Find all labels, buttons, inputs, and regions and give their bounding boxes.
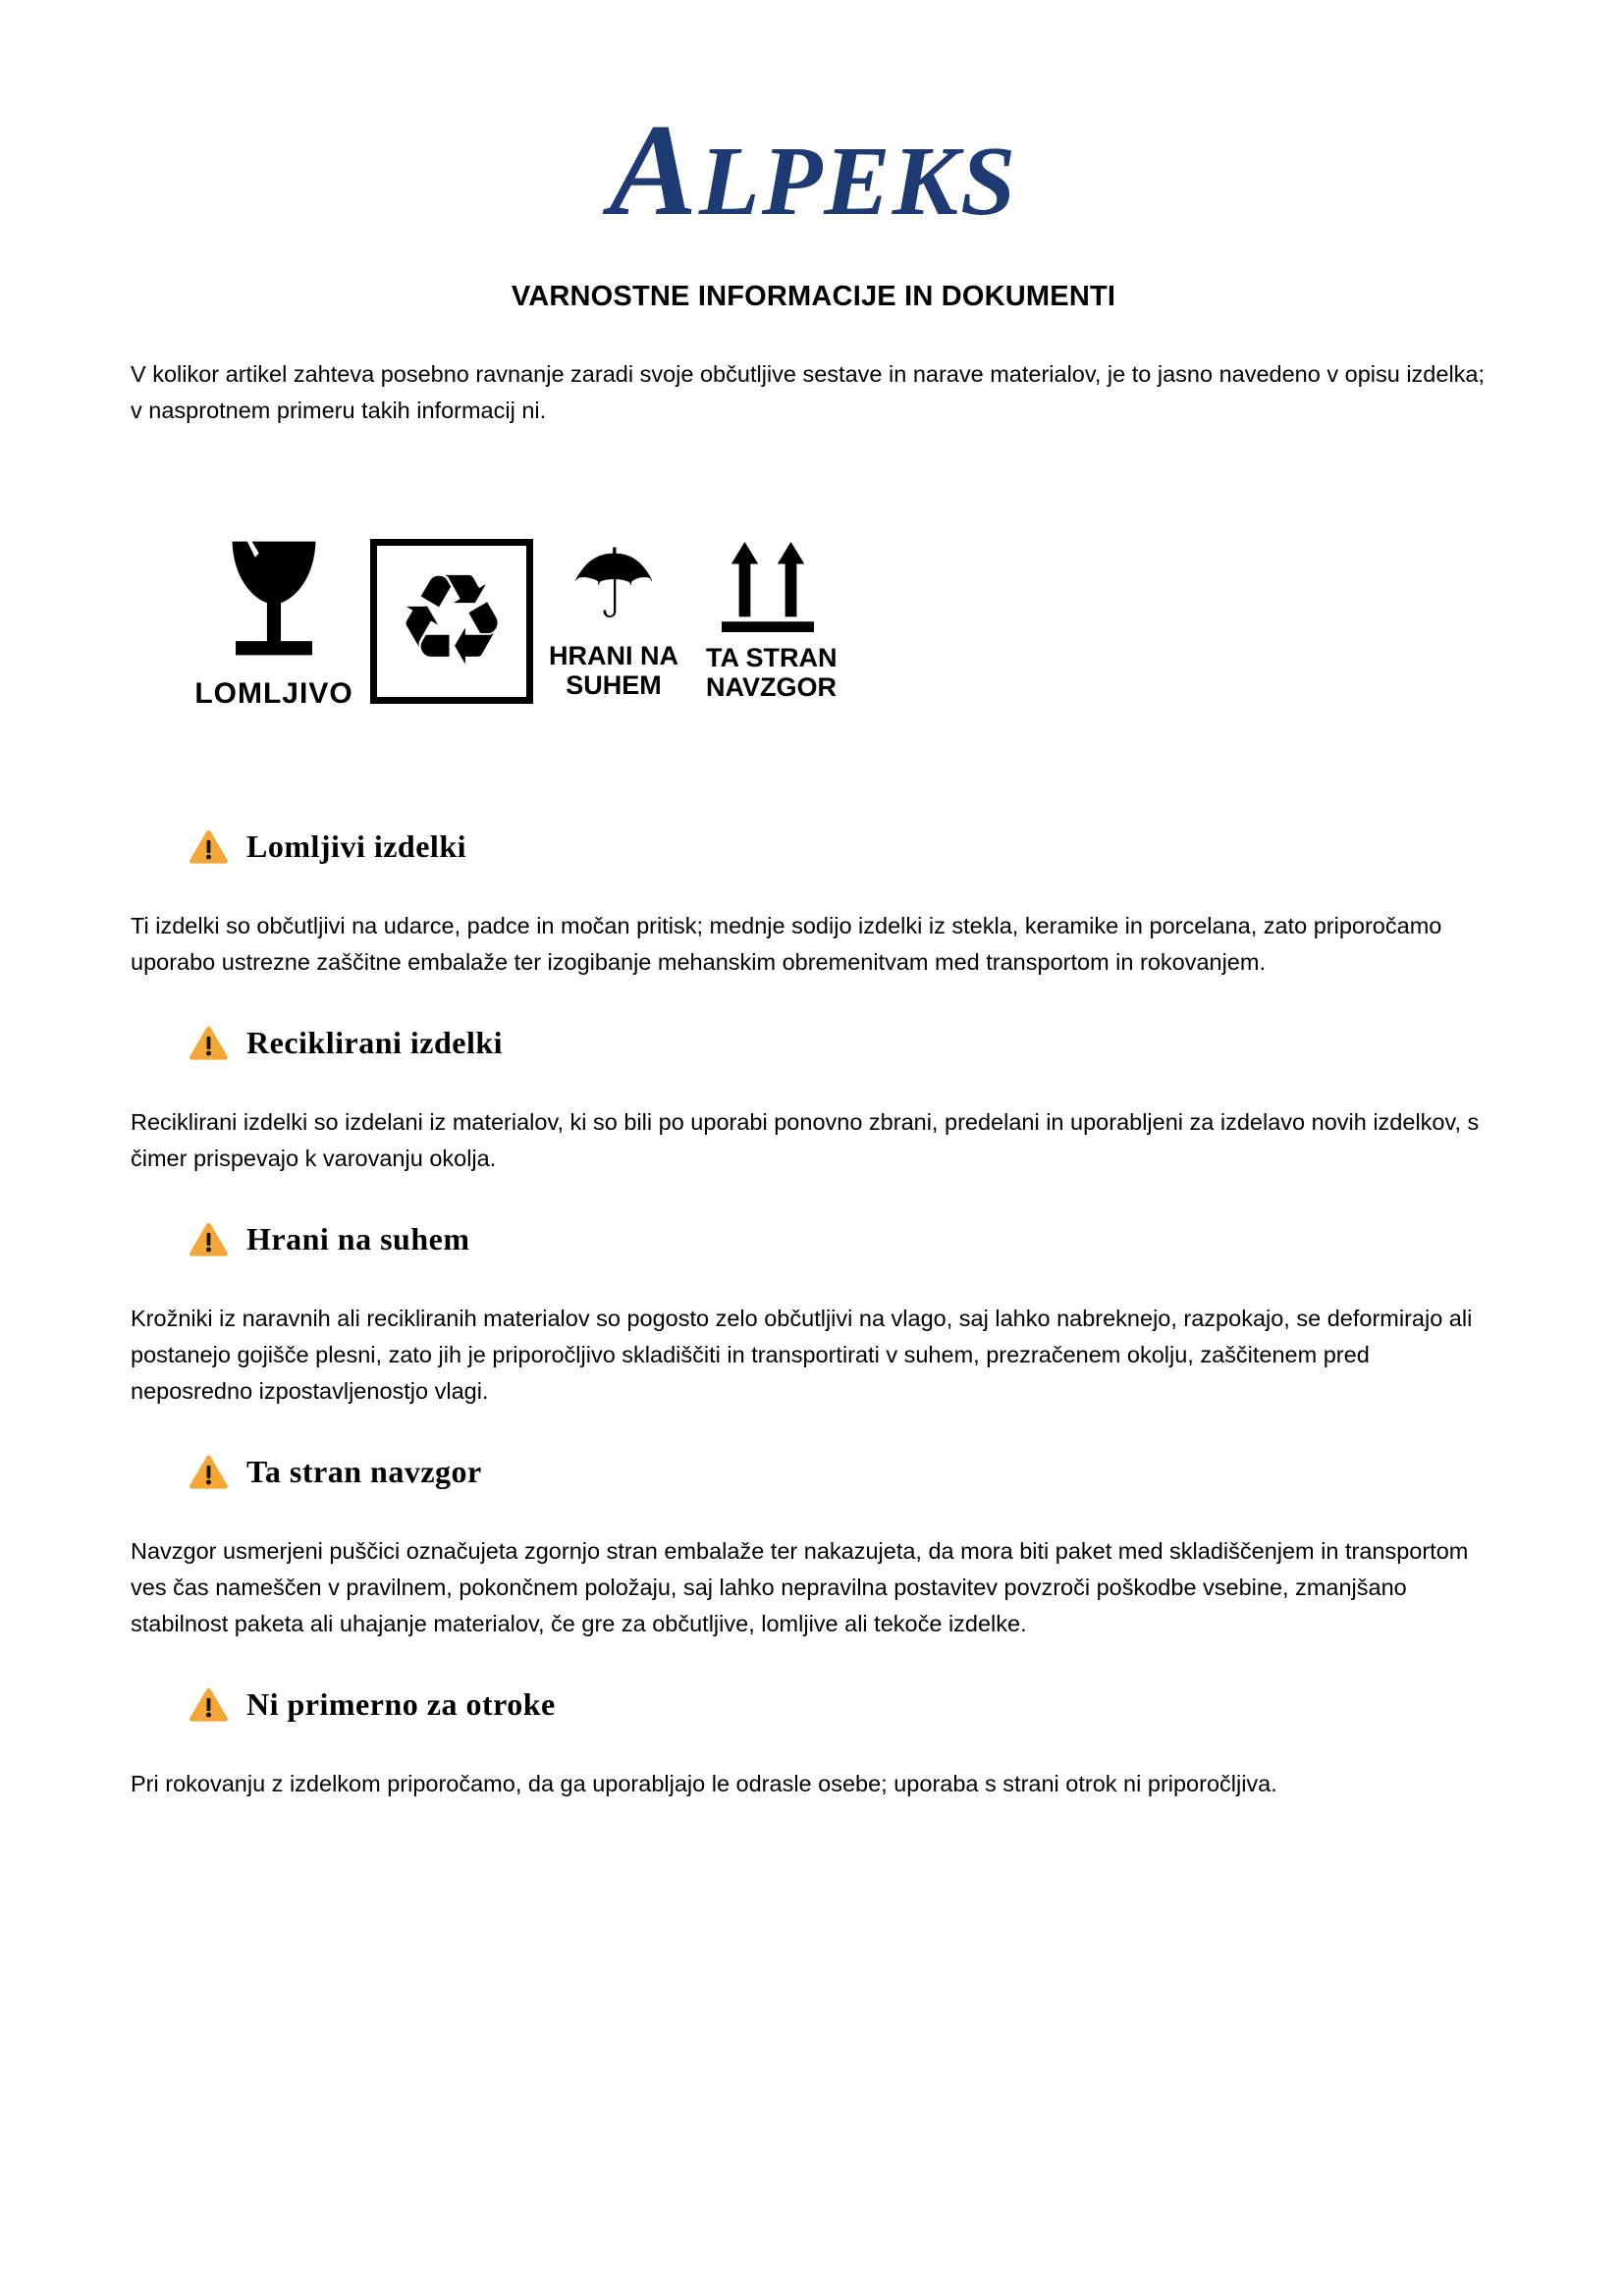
section-heading-row <box>189 1686 1496 1723</box>
keep-dry-symbol-block <box>549 529 678 700</box>
fragile-symbol-block <box>193 539 354 711</box>
recycle-symbol-box <box>370 539 533 704</box>
warning-triangle-icon <box>189 1222 228 1256</box>
section-body: Pri rokovanju z izdelkom priporočamo, da ga uporabljajo le odrasle osebe; uporaba s strani otrok ni priporočljiva. <box>131 1771 1277 1796</box>
this-side-up-label <box>706 643 838 702</box>
document-title: VARNOSTNE INFORMACIJE IN DOKUMENTI <box>511 281 1116 312</box>
logo-first-letter: A <box>609 97 700 242</box>
warning-triangle-icon <box>189 1455 228 1489</box>
recycle-icon: ♻ <box>395 548 509 694</box>
warning-triangle-icon <box>189 1026 228 1060</box>
warning-triangle-icon <box>189 1687 228 1722</box>
alpeks-logo <box>131 0 1496 242</box>
this-side-up-label-line2: NAVZGOR <box>706 672 837 702</box>
section-heading-row <box>189 1221 1496 1257</box>
section-heading-row <box>189 1454 1496 1490</box>
keep-dry-label-line1: HRANI NA <box>549 641 678 670</box>
section-body: Ti izdelki so občutljivi na udarce, padce in močan pritisk; mednje sodijo izdelki iz stekla, keramike in porcelana, zato priporočamo uporabo ustrezne zaščitne embalaže ter izogibanje mehanskim obremenitvam med transportom in rokovanjem. <box>131 913 1442 975</box>
section-body: Reciklirani izdelki so izdelani iz materialov, ki so bili po uporabi ponovno zbrani, predelani in uporabljeni za izdelavo novih izdelkov, s čimer prispevajo k varovanju okolja. <box>131 1109 1480 1171</box>
logo-rest-letters: LPEKS <box>699 126 1018 236</box>
umbrella-icon: ☂ <box>570 529 657 641</box>
section-lomljivi-izdelki <box>131 828 1496 981</box>
intro-paragraph: V kolikor artikel zahteva posebno ravnanje zaradi svoje občutljive sestave in narave materialov, je to jasno navedeno v opisu izdelka; v nasprotnem primeru takih informacij ni. <box>131 361 1486 423</box>
packaging-symbols-row <box>193 529 1496 711</box>
section-reciklirani-izdelki <box>131 1025 1496 1177</box>
section-heading-row <box>189 1025 1496 1061</box>
section-ni-primerno-za-otroke <box>131 1686 1496 1802</box>
fragile-glass-icon <box>216 539 332 658</box>
fragile-label: LOMLJIVO <box>194 677 353 710</box>
section-hrani-na-suhem <box>131 1221 1496 1410</box>
section-heading: Ni primerno za otroke <box>246 1686 556 1722</box>
section-heading: Lomljivi izdelki <box>246 828 466 864</box>
section-body: Krožniki iz naravnih ali recikliranih materialov so pogosto zelo občutljivi na vlago, saj lahko nabreknejo, razpokajo, se deformirajo ali postanejo gojišče plesni, zato jih je priporočljivo skladiščiti in transportirati v suhem, prezračenem okolju, zaščitenem pred neposredno izpostavljenostjo vlagi. <box>131 1306 1473 1404</box>
section-heading-row <box>189 828 1496 865</box>
keep-dry-label-line2: SUHEM <box>566 670 662 700</box>
arrows-up-icon <box>719 539 817 633</box>
this-side-up-symbol-block <box>706 539 838 702</box>
this-side-up-label-line1: TA STRAN <box>706 643 838 672</box>
keep-dry-label <box>549 641 678 700</box>
section-heading: Ta stran navzgor <box>246 1454 482 1489</box>
section-heading: Reciklirani izdelki <box>246 1025 504 1060</box>
section-body: Navzgor usmerjeni puščici označujeta zgornjo stran embalaže ter nakazujeta, da mora biti paket med skladiščenjem in transportom ves čas nameščen v pravilnem, pokončnem položaju, saj lahko nepravilna postavitev povzroči poškodbe vsebine, zmanjšano stabilnost paketa ali uhajanje materialov, če gre za občutljive, lomljive ali tekoče izdelke. <box>131 1538 1469 1636</box>
section-heading: Hrani na suhem <box>246 1221 470 1256</box>
section-ta-stran-navzgor <box>131 1454 1496 1642</box>
warning-triangle-icon <box>189 829 228 864</box>
